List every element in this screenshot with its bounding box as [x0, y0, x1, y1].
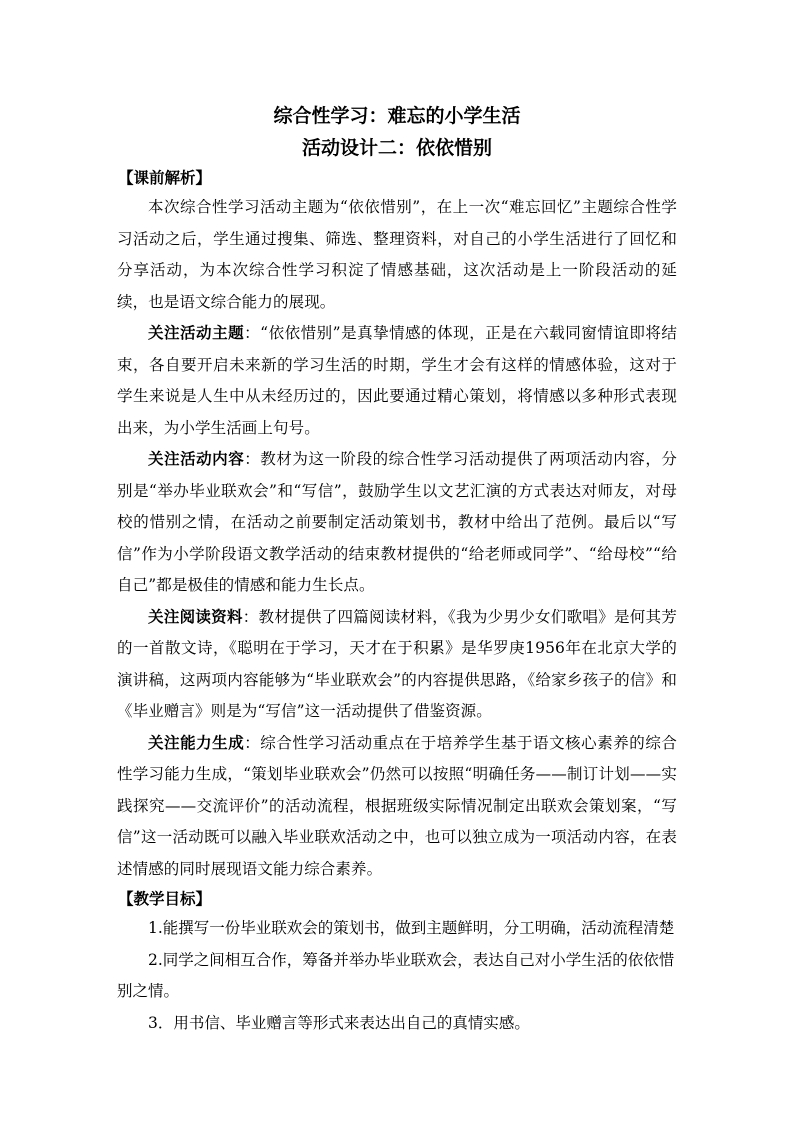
- section-heading-analysis: 【课前解析】: [118, 169, 212, 187]
- paragraph-lead: 关注活动主题: [148, 324, 245, 342]
- paragraph-lead: 关注能力生成: [148, 733, 245, 752]
- paragraph-intro: [117, 192, 677, 318]
- paragraph-theme: [117, 318, 677, 444]
- document-page: [117, 100, 677, 1039]
- paragraph-lead: 关注阅读资料: [148, 607, 243, 626]
- paragraph-lead: 关注活动内容: [148, 450, 245, 468]
- goal-item: 2.同学之间相互合作，筹备并举办毕业联欢会，表达自己对小学生活的依依惜别之情。: [117, 950, 675, 1000]
- paragraph-text: ：教材提供了四篇阅读材料，《我为少男少女们歌唱》是何其芳的一首散文诗，《聪明在于学习，天才在于积累》是华罗庚1956年在北京大学的演讲稿，这两项内容能够为“毕业联欢会”的内容提供思路，《给家乡孩子的信》和《毕业赠言》则是为“写信”这一活动提供了借鉴资源。: [117, 607, 677, 720]
- paragraph-ability: [117, 728, 677, 886]
- paragraph-text: ：综合性学习活动重点在于培养学生基于语文核心素养的综合性学习能力生成，“策划毕业联欢会”仍然可以按照“明确任务——制订计划——实践探究——交流评价”的活动流程，根据班级实际情况制定出联欢会策划案，“写信”这一活动既可以融入毕业联欢活动之中，也可以独立成为一项活动内容，在表述情感的同时展现语文能力综合素养。: [117, 733, 677, 878]
- paragraph-content: [117, 444, 677, 602]
- paragraph-text: ：教材为这一阶段的综合性学习活动提供了两项活动内容，分别是“举办毕业联欢会”和“写信”，鼓励学生以文艺汇演的方式表达对师友，对母校的惜别之情，在活动之前要制定活动策划书，教材中给出了范例。最后以“写信”作为小学阶段语文教学活动的结束教材提供的“给老师或同学”、“给母校”“给自己”都是极佳的情感和能力生长点。: [117, 450, 677, 594]
- paragraph-reading: [117, 602, 677, 728]
- paragraph-text: 本次综合性学习活动主题为“依依惜别”，在上一次“难忘回忆”主题综合性学习活动之后，学生通过搜集、筛选、整理资料，对自己的小学生活进行了回忆和分享活动，为本次综合性学习积淀了情感基础，这次活动是上一阶段活动的延续，也是语文综合能力的展现。: [117, 198, 677, 311]
- document-subtitle: 活动设计二：依依惜别: [301, 137, 492, 159]
- document-title: 综合性学习：难忘的小学生活: [273, 105, 521, 127]
- goal-item: 3．用书信、毕业赠言等形式来表达出自己的真情实感。: [148, 1013, 530, 1032]
- section-heading-goals: 【教学目标】: [118, 890, 212, 908]
- goal-item: 1.能撰写一份毕业联欢会的策划书，做到主题鲜明，分工明确，活动流程清楚: [148, 919, 675, 937]
- paragraph-text: ：“依依惜别”是真挚情感的体现，正是在六载同窗情谊即将结束，各自要开启未来新的学习生活的时期，学生才会有这样的情感体验，这对于学生来说是人生中从未经历过的，因此要通过精心策划，将情感以多种形式表现出来，为小学生活画上句号。: [117, 324, 677, 437]
